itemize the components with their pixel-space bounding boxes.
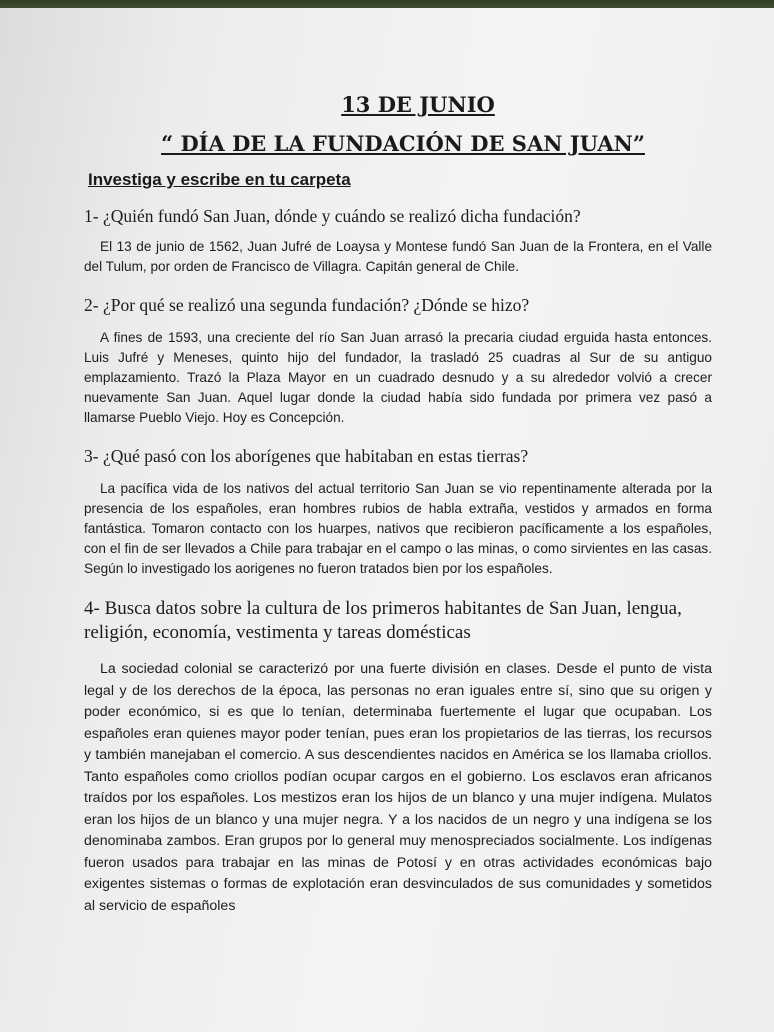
document-title: 13 DE JUNIO: [341, 92, 495, 117]
answer-3: La pacífica vida de los nativos del actual territorio San Juan se vio repentinamente alterada por la presencia de los españoles, eran hombres rubios de habla extraña, vestidos y armados en forma fantástica. Tomaron contacto con los huarpes, nativos que recibieron pacíficamente a los españoles, con el fin de ser llevados a Chile para trabajar en el campo o las minas, o como sirvientes en las casas. Según lo investigado los aorigenes no fueron tratados bien por los españoles.: [84, 481, 712, 576]
answer-1: El 13 de junio de 1562, Juan Jufré de Loaysa y Montese fundó San Juan de la Frontera, en el Valle del Tulum, por orden de Francisco de Villagra. Capitán general de Chile.: [84, 239, 712, 274]
question-2: 2- ¿Por qué se realizó una segunda fundación? ¿Dónde se hizo?: [84, 295, 530, 315]
question-4: 4- Busca datos sobre la cultura de los primeros habitantes de San Juan, lengua, religión, economía, vestimenta y tareas domésticas: [84, 598, 682, 643]
instruction-heading: Investiga y escribe en tu carpeta: [88, 170, 351, 189]
answer-4: La sociedad colonial se caracterizó por una fuerte división en clases. Desde el punto de vista legal y de los derechos de la época, las personas no eran iguales entre sí, sino que su origen y poder económico, si es que lo tenían, determinaba fuertemente el lugar que ocupaban. Los españoles eran quienes mayor poder tenían, pues eran los propietarios de las tierras, los recursos y también manejaban el comercio. A sus descendientes nacidos en América se los llamaba criollos. Tanto españoles como criollos podían ocupar cargos en el gobierno. Los esclavos eran africanos traídos por los españoles. Los mestizos eran los hijos de un blanco y una mujer indígena. Mulatos eran los hijos de un blanco y una mujer negra. Y a los nacidos de un negro y una indígena se los denominaba zambos. Eran grupos por lo general muy menospreciados socialmente. Los indígenas fueron usados para trabajar en las minas de Potosí y en otras actividades económicas bajo exigentes sistemas o formas de explotación eran desvinculados de sus comunidades y sometidos al servicio de españoles: [84, 661, 712, 914]
paper-sheet: [0, 8, 774, 1032]
answer-2: A fines de 1593, una creciente del río San Juan arrasó la precaria ciudad erguida hasta entonces. Luis Jufré y Meneses, quinto hijo del fundador, la trasladó 25 cuadras al Sur de su antiguo emplazamiento. Trazó la Plaza Mayor en un cuadrado desnudo y a su alrededor volvió a crecer nuevamente San Juan. Aquel lugar donde la ciudad había sido fundada por primera vez pasó a llamarse Pueblo Viejo. Hoy es Concepción.: [84, 330, 712, 425]
question-3: 3- ¿Qué pasó con los aborígenes que habitaban en estas tierras?: [84, 446, 529, 466]
question-1: 1- ¿Quién fundó San Juan, dónde y cuándo se realizó dicha fundación?: [84, 206, 581, 226]
document-subtitle: “ DÍA DE LA FUNDACIÓN DE SAN JUAN”: [161, 131, 645, 156]
